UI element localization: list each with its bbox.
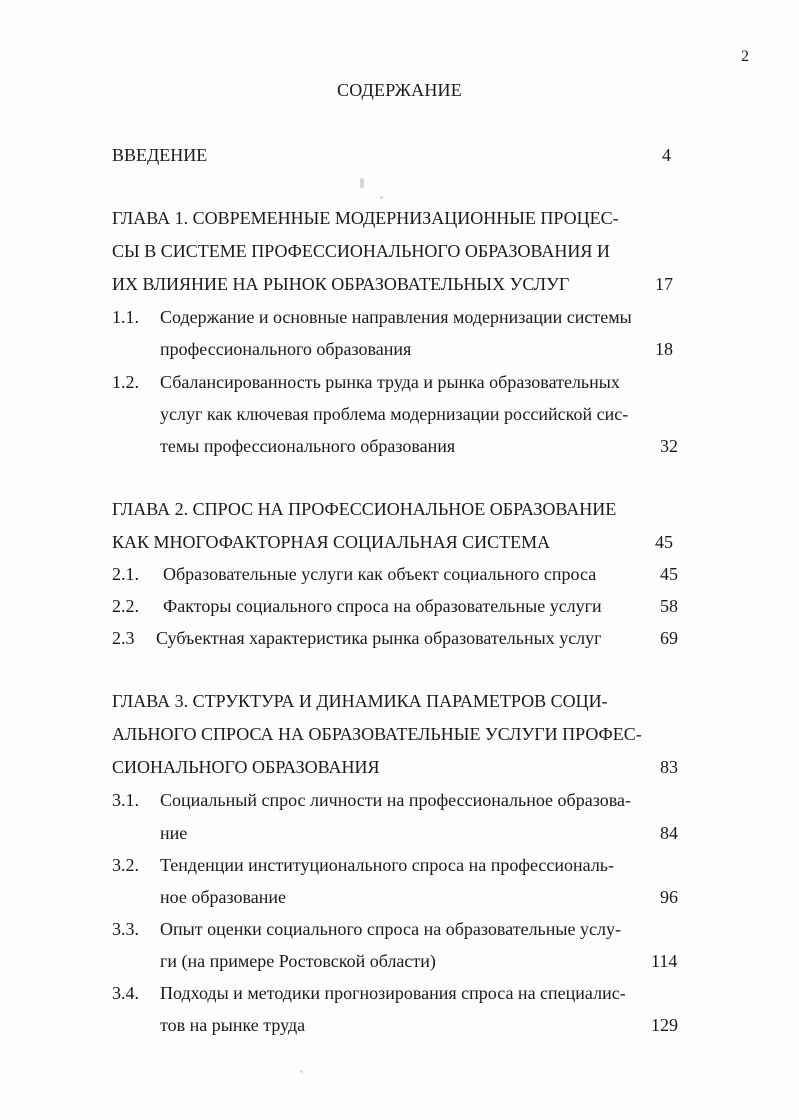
section-2-2-text: Факторы социального спроса на образовательные услуги [163,596,602,616]
section-1-2-line-3: темы профессионального образования [160,436,456,456]
section-3-2-line-2: ное образование [160,887,286,907]
section-2-3-number: 2.3 [112,628,135,648]
section-3-1-page: 84 [660,823,678,843]
page-number: 2 [741,48,749,65]
section-3-3-line-2: ги (на примере Ростовской области) [160,951,436,971]
section-3-2-page: 96 [660,887,678,907]
scan-speck [360,178,364,188]
section-3-4-number: 3.4. [112,983,139,1003]
chapter-2-page: 45 [655,532,673,552]
scan-speck [300,1070,303,1073]
toc-intro-page: 4 [662,145,671,165]
section-3-1-line-1: Социальный спрос личности на профессиональное образова- [160,790,631,810]
toc-intro-label: ВВЕДЕНИЕ [112,145,208,165]
toc-title: СОДЕРЖАНИЕ [337,80,462,100]
chapter-3-title-line-2: АЛЬНОГО СПРОСА НА ОБРАЗОВАТЕЛЬНЫЕ УСЛУГИ ПРОФЕС- [112,724,642,744]
section-1-2-page: 32 [660,436,678,456]
section-3-2-number: 3.2. [112,855,139,875]
section-2-1-number: 2.1. [112,564,139,584]
chapter-3-title-line-3: СИОНАЛЬНОГО ОБРАЗОВАНИЯ [112,757,380,777]
section-2-2-page: 58 [660,596,678,616]
section-3-3-number: 3.3. [112,919,139,939]
section-3-1-number: 3.1. [112,790,139,810]
section-1-1-number: 1.1. [112,307,139,327]
chapter-3-title-line-1: ГЛАВА 3. СТРУКТУРА И ДИНАМИКА ПАРАМЕТРОВ СОЦИ- [112,691,608,711]
section-3-4-line-1: Подходы и методики прогнозирования спроса на специалис- [160,983,626,1003]
chapter-2-title-line-1: ГЛАВА 2. СПРОС НА ПРОФЕССИОНАЛЬНОЕ ОБРАЗОВАНИЕ [112,499,617,519]
section-2-1-page: 45 [660,564,678,584]
section-1-2-line-1: Сбалансированность рынка труда и рынка образовательных [160,372,620,392]
section-3-3-line-1: Опыт оценки социального спроса на образовательные услу- [160,919,621,939]
scan-speck [380,196,383,199]
section-1-2-number: 1.2. [112,372,139,392]
section-1-1-page: 18 [655,339,673,359]
section-3-1-line-2: ние [160,823,188,843]
section-1-1-line-1: Содержание и основные направления модернизации системы [160,307,632,327]
section-3-4-page: 129 [651,1015,678,1035]
chapter-1-title-line-1: ГЛАВА 1. СОВРЕМЕННЫЕ МОДЕРНИЗАЦИОННЫЕ ПРОЦЕС- [112,208,619,228]
section-2-2-number: 2.2. [112,596,139,616]
section-1-1-line-2: профессионального образования [160,339,412,359]
chapter-3-page: 83 [660,757,678,777]
section-3-2-line-1: Тенденции институционального спроса на профессиональ- [160,855,614,875]
section-2-1-text: Образовательные услуги как объект социального спроса [163,564,597,584]
chapter-2-title-line-2: КАК МНОГОФАКТОРНАЯ СОЦИАЛЬНАЯ СИСТЕМА [112,532,551,552]
chapter-1-page: 17 [655,274,673,294]
section-3-4-line-2: тов на рынке труда [160,1015,306,1035]
section-1-2-line-2: услуг как ключевая проблема модернизации российской сис- [160,404,629,424]
section-2-3-page: 69 [660,628,678,648]
chapter-1-title-line-3: ИХ ВЛИЯНИЕ НА РЫНОК ОБРАЗОВАТЕЛЬНЫХ УСЛУГ [112,274,570,294]
chapter-1-title-line-2: СЫ В СИСТЕМЕ ПРОФЕССИОНАЛЬНОГО ОБРАЗОВАНИЯ И [112,241,610,261]
section-3-3-page: 114 [651,951,678,971]
section-2-3-text: Субъектная характеристика рынка образовательных услуг [156,628,602,648]
